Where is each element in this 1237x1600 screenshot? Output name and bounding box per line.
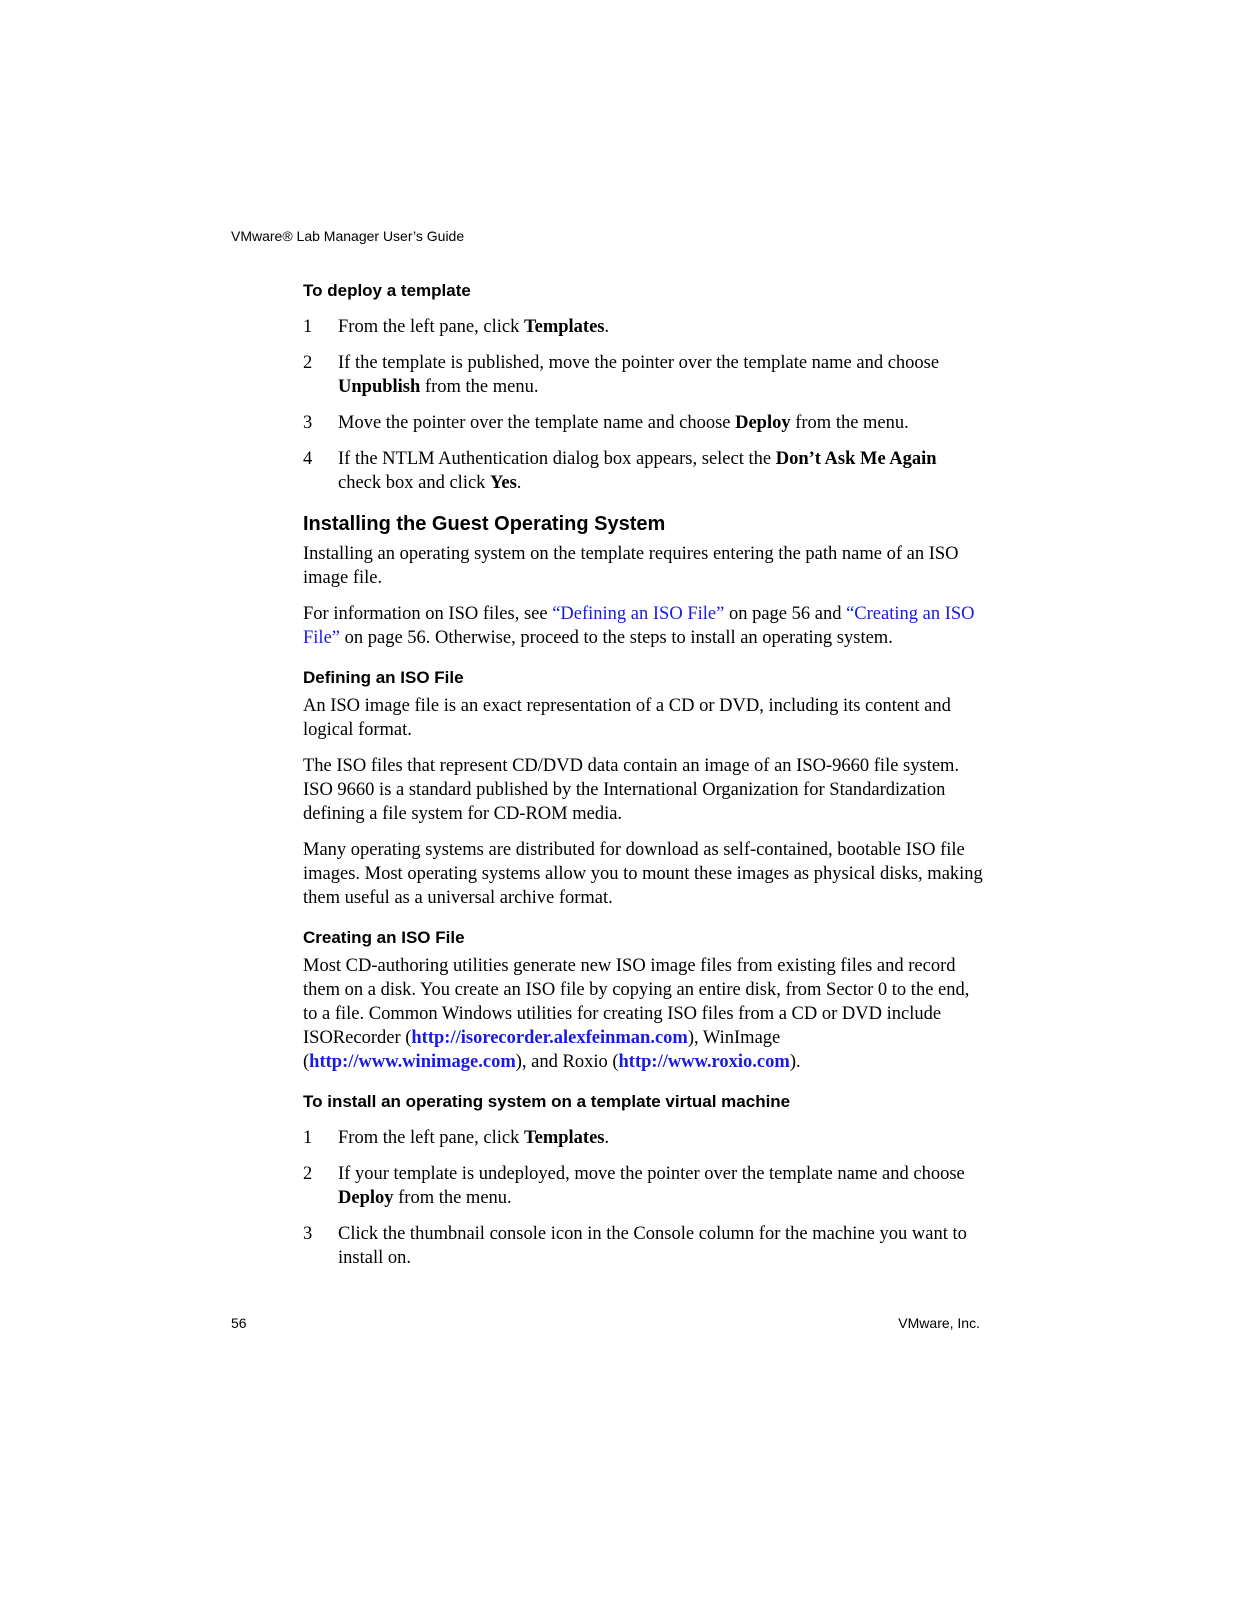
step-number: 2 xyxy=(303,353,313,373)
body-paragraph xyxy=(303,954,983,1074)
isorecorder-url-link[interactable]: http://isorecorder.alexfeinman.com xyxy=(411,1028,688,1048)
step-number: 1 xyxy=(303,1128,313,1148)
winimage-url-link[interactable]: http://www.winimage.com xyxy=(309,1052,516,1072)
step-ui-term: Don’t Ask Me Again xyxy=(775,449,937,469)
page-number: 56 xyxy=(231,1315,247,1331)
body-paragraph: The ISO files that represent CD/DVD data contain an image of an ISO-9660 file system. ISO 9660 is a standard published by the International Organization for Standardization defining a file system for CD-ROM media. xyxy=(303,756,960,824)
paragraph-text: Most CD-authoring utilities generate new ISO image files from existing files and record them on a disk. You create an ISO file by copying an entire disk, from Sector 0 to the end, to a file. Common Windows utilities for creating ISO files from a CD or DVD include ISORecorder ( xyxy=(303,956,970,1048)
body-paragraph: Many operating systems are distributed for download as self-contained, bootable ISO file images. Most operating systems allow you to mount these images as physical disks, making them useful as a universal archive format. xyxy=(303,840,983,908)
step-ui-term: Unpublish xyxy=(338,377,421,397)
footer-company: VMware, Inc. xyxy=(898,1315,980,1331)
paragraph-text: on page 56. Otherwise, proceed to the steps to install an operating system. xyxy=(340,628,893,648)
guest-os-section-heading: Installing the Guest Operating System xyxy=(303,513,666,535)
step-text: check box and click xyxy=(338,473,491,493)
install-step xyxy=(303,1126,983,1150)
step-text: from the menu. xyxy=(420,377,539,397)
step-ui-term: Templates xyxy=(523,1128,605,1148)
step-ui-term: Deploy xyxy=(338,1188,394,1208)
running-header: VMware® Lab Manager User’s Guide xyxy=(231,228,465,244)
install-procedure-heading: To install an operating system on a template virtual machine xyxy=(303,1092,791,1111)
step-ui-term: Deploy xyxy=(735,413,791,433)
install-step xyxy=(303,1222,983,1270)
step-number: 4 xyxy=(303,449,313,469)
paragraph-text: on page 56 and xyxy=(724,604,847,624)
body-paragraph: An ISO image file is an exact representation of a CD or DVD, including its content and logical format. xyxy=(303,696,951,740)
paragraph-text: ), WinImage ( xyxy=(303,1028,781,1072)
step-number: 3 xyxy=(303,1224,313,1244)
roxio-url-link[interactable]: http://www.roxio.com xyxy=(618,1052,790,1072)
defining-iso-heading: Defining an ISO File xyxy=(303,668,464,687)
step-text: From the left pane, click xyxy=(338,317,524,337)
deploy-step xyxy=(303,351,983,399)
creating-iso-heading: Creating an ISO File xyxy=(303,928,465,947)
step-number: 3 xyxy=(303,413,313,433)
step-number: 1 xyxy=(303,317,313,337)
deploy-step xyxy=(303,315,983,339)
creating-iso-file-xref-link[interactable]: “Creating an ISO File” xyxy=(303,604,975,648)
step-text: . xyxy=(516,473,522,493)
body-paragraph: Installing an operating system on the template requires entering the path name of an ISO image file. xyxy=(303,544,959,588)
step-text: If the template is published, move the pointer over the template name and choose xyxy=(338,353,940,373)
deploy-procedure-heading: To deploy a template xyxy=(303,281,471,300)
step-text: . xyxy=(604,317,610,337)
step-text: If your template is undeployed, move the pointer over the template name and choose xyxy=(338,1164,965,1184)
step-text: . xyxy=(604,1128,610,1148)
deploy-step xyxy=(303,447,983,495)
step-ui-term: Yes xyxy=(490,473,517,493)
install-step xyxy=(303,1162,983,1210)
paragraph-text: For information on ISO files, see xyxy=(303,604,553,624)
step-text: Click the thumbnail console icon in the Console column for the machine you want to install on. xyxy=(338,1224,967,1268)
defining-iso-file-xref-link[interactable]: “Defining an ISO File” xyxy=(552,604,725,624)
step-text: Move the pointer over the template name and choose xyxy=(338,413,736,433)
paragraph-text: ), and Roxio ( xyxy=(515,1052,619,1072)
body-paragraph xyxy=(303,602,983,650)
step-number: 2 xyxy=(303,1164,313,1184)
step-text: from the menu. xyxy=(393,1188,512,1208)
step-text: If the NTLM Authentication dialog box appears, select the xyxy=(338,449,776,469)
step-ui-term: Templates xyxy=(523,317,605,337)
deploy-step xyxy=(303,411,983,435)
paragraph-text: ). xyxy=(789,1052,801,1072)
step-text: From the left pane, click xyxy=(338,1128,524,1148)
page-content xyxy=(303,281,983,1282)
step-text: from the menu. xyxy=(790,413,909,433)
